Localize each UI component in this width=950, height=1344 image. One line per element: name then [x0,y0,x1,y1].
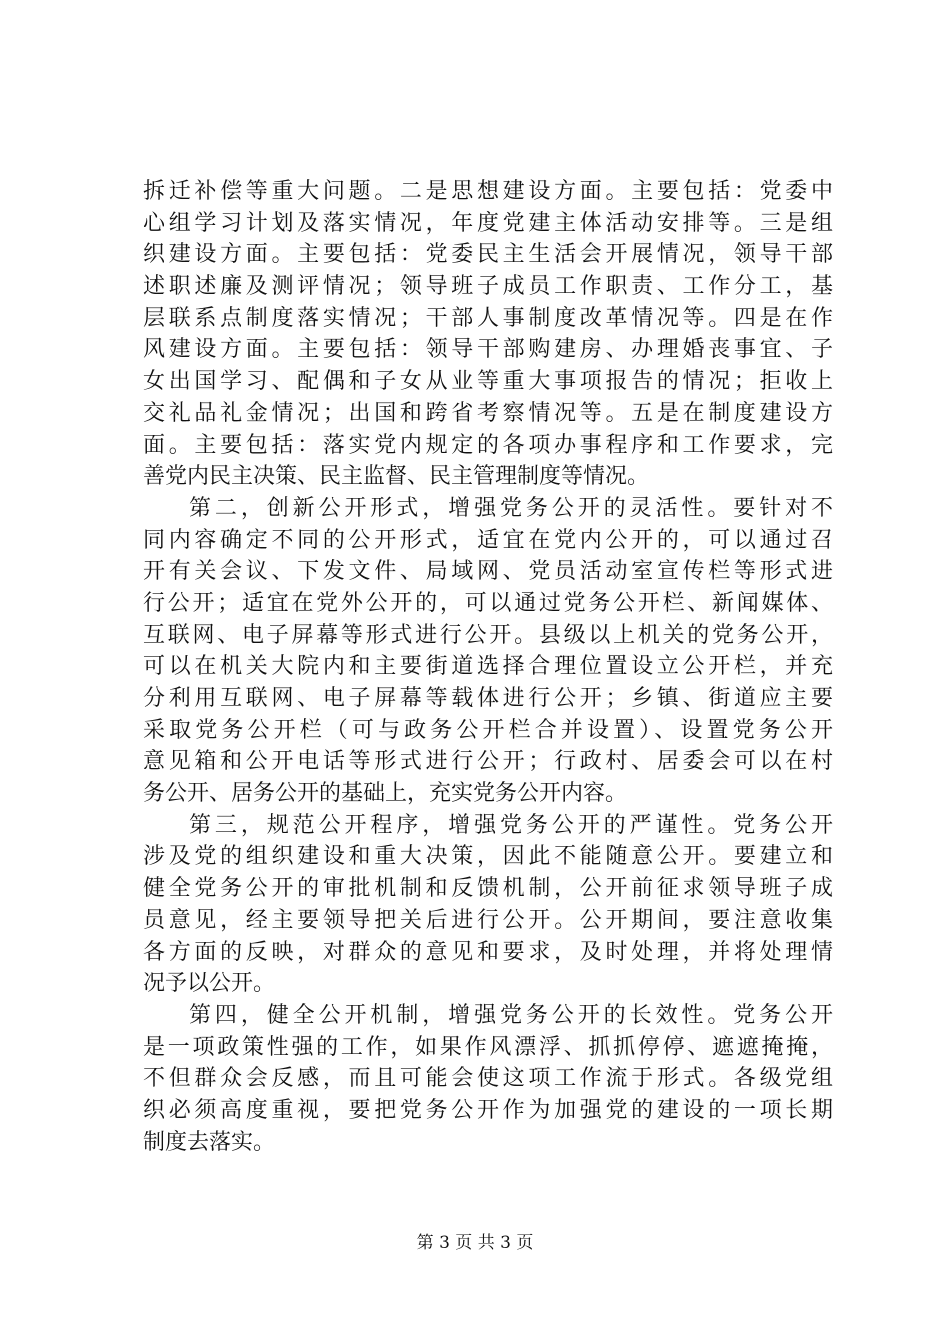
text-line: 采取党务公开栏（可与政务公开栏合并设置）、设置党务公开 [143,717,833,743]
text-line: 织必须高度重视，要把党务公开作为加强党的建设的一项长期 [143,1097,833,1123]
text-line: 务公开、居务公开的基础上，充实党务公开内容。 [143,781,628,807]
text-line: 拆迁补偿等重大问题。二是思想建设方面。主要包括：党委中 [143,179,833,204]
text-line: 可以在机关大院内和主要街道选择合理位置设立公开栏，并充 [143,654,833,680]
document-body [143,176,833,1158]
text-line: 善党内民主决策、民主监督、民主管理制度等情况。 [143,464,650,490]
text-line: 不但群众会反感，而且可能会使这项工作流于形式。各级党组 [143,1066,833,1092]
text-line: 第四，健全公开机制，增强党务公开的长效性。党务公开 [189,1002,833,1028]
text-line: 述职述廉及测评情况；领导班子成员工作职责、工作分工，基 [143,274,833,300]
text-line: 层联系点制度落实情况；干部人事制度改革情况等。四是在作 [143,305,833,331]
text-line: 况予以公开。 [143,971,276,997]
text-line: 织建设方面。主要包括：党委民主生活会开展情况，领导干部 [143,242,833,268]
text-line: 涉及党的组织建设和重大决策，因此不能随意公开。要建立和 [143,844,833,870]
text-line: 行公开；适宜在党外公开的，可以通过党务公开栏、新闻媒体、 [143,590,833,616]
text-line: 心组学习计划及落实情况，年度党建主体活动安排等。三是组 [143,210,833,236]
text-line: 交礼品礼金情况；出国和跨省考察情况等。五是在制度建设方 [143,400,833,426]
text-line: 健全党务公开的审批机制和反馈机制，公开前征求领导班子成 [143,876,833,902]
text-line: 各方面的反映，对群众的意见和要求，及时处理，并将处理情 [143,939,833,965]
page-footer: 第 3 页 共 3 页 [416,1233,534,1253]
text-line: 制度去落实。 [143,1129,276,1155]
text-line: 同内容确定不同的公开形式，适宜在党内公开的，可以通过召 [143,527,833,553]
text-line: 员意见，经主要领导把关后进行公开。公开期间，要注意收集 [143,907,833,933]
text-line: 开有关会议、下发文件、局域网、党员活动室宣传栏等形式进 [143,559,833,585]
text-line: 面。主要包括：落实党内规定的各项办事程序和工作要求，完 [143,432,833,458]
text-line: 第三，规范公开程序，增强党务公开的严谨性。党务公开 [189,812,833,838]
text-line: 分利用互联网、电子屏幕等载体进行公开；乡镇、街道应主要 [143,686,833,711]
text-line: 互联网、电子屏幕等形式进行公开。县级以上机关的党务公开， [143,622,833,648]
text-line: 女出国学习、配偶和子女从业等重大事项报告的情况；拒收上 [143,369,833,395]
text-line: 风建设方面。主要包括：领导干部购建房、办理婚丧事宜、子 [143,337,833,363]
text-line: 第二，创新公开形式，增强党务公开的灵活性。要针对不 [189,495,833,521]
text-line: 是一项政策性强的工作，如果作风漂浮、抓抓停停、遮遮掩掩， [143,1034,833,1060]
text-line: 意见箱和公开电话等形式进行公开；行政村、居委会可以在村 [143,749,833,775]
